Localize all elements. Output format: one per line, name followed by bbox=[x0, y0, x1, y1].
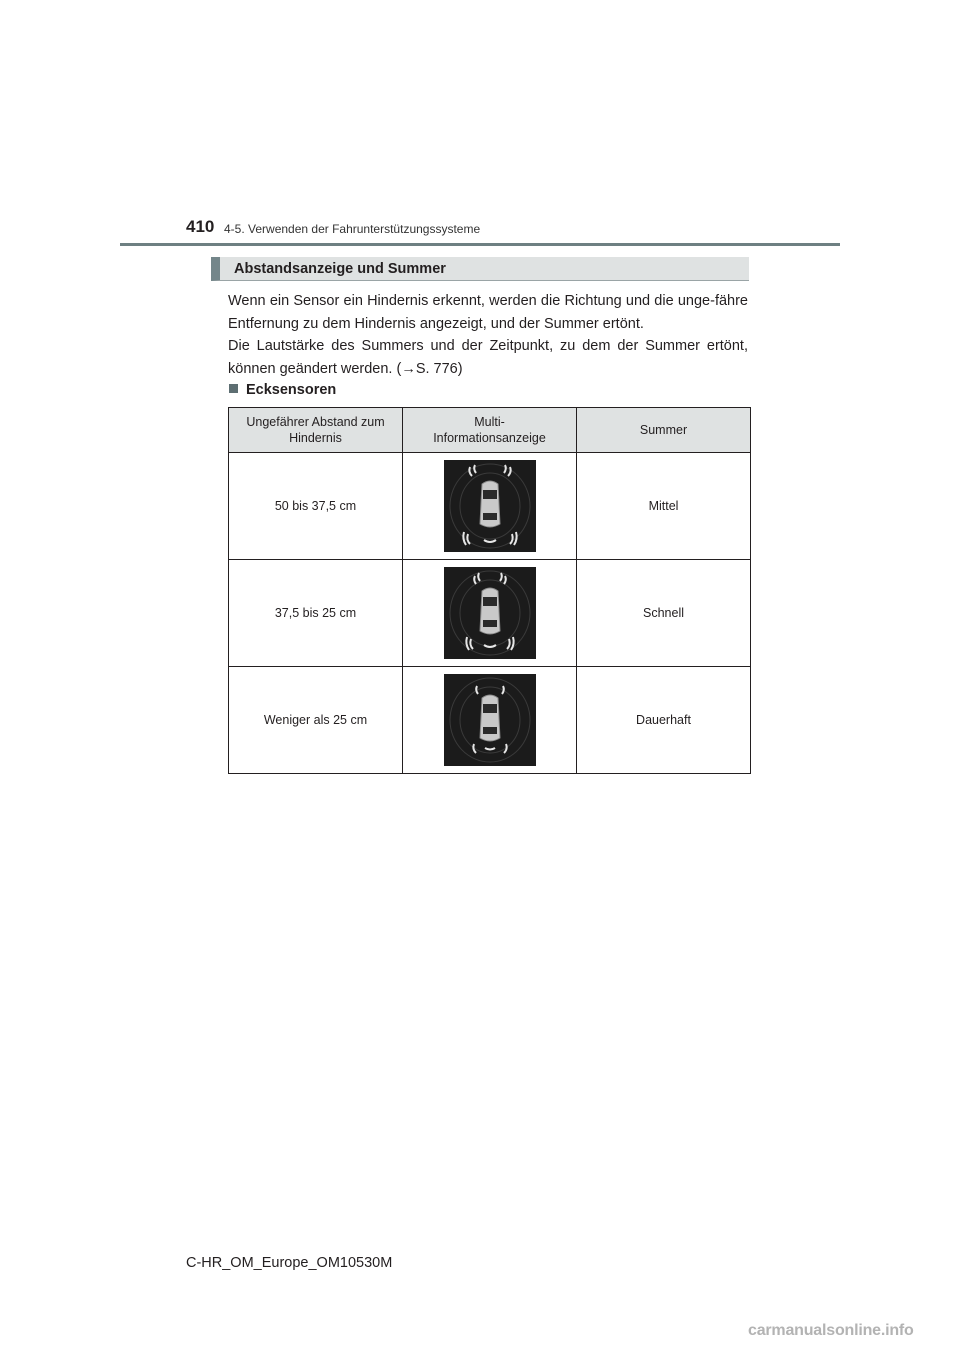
distance-cell: 50 bis 37,5 cm bbox=[229, 453, 403, 560]
table-row bbox=[229, 560, 751, 667]
paragraph-settings-text: Die Lautstärke des Summers und der Zeitpunkt, zu dem der Summer ertönt, können geändert werden. ( bbox=[228, 338, 748, 377]
distance-cell: 37,5 bis 25 cm bbox=[229, 560, 403, 667]
buzzer-cell: Mittel bbox=[577, 453, 751, 560]
section-header-bar bbox=[211, 257, 749, 281]
display-cell bbox=[403, 667, 577, 774]
car-sensor-display-icon bbox=[444, 674, 536, 766]
display-cell bbox=[403, 560, 577, 667]
page-reference: S. 776) bbox=[415, 361, 463, 377]
paragraph-settings bbox=[228, 335, 748, 381]
reference-arrow-icon: → bbox=[401, 361, 416, 377]
table-header-row bbox=[229, 408, 751, 453]
watermark: carmanualsonline.info bbox=[748, 1322, 914, 1339]
page-number: 410 bbox=[186, 217, 215, 236]
header-display-line2: Informationsanzeige bbox=[433, 431, 546, 445]
square-bullet-icon bbox=[229, 384, 238, 393]
header-distance-line1: Ungefährer Abstand zum bbox=[246, 415, 385, 429]
distance-cell: Weniger als 25 cm bbox=[229, 667, 403, 774]
car-sensor-display-icon bbox=[444, 567, 536, 659]
table-row bbox=[229, 667, 751, 774]
paragraph-intro: Wenn ein Sensor ein Hindernis erkennt, werden die Richtung und die unge-fähre Entfernung zu dem Hindernis angezeigt, und der Summer ertönt. bbox=[228, 293, 748, 332]
table-row bbox=[229, 453, 751, 560]
sensor-table bbox=[228, 407, 751, 774]
header-divider bbox=[120, 243, 840, 246]
display-cell bbox=[403, 453, 577, 560]
buzzer-cell: Schnell bbox=[577, 560, 751, 667]
subsection-title: Ecksensoren bbox=[246, 382, 337, 398]
section-title: Abstandsanzeige und Summer bbox=[234, 261, 446, 277]
header-display-line1: Multi- bbox=[474, 415, 505, 429]
buzzer-cell: Dauerhaft bbox=[577, 667, 751, 774]
header-buzzer: Summer bbox=[577, 408, 751, 453]
header-distance bbox=[229, 408, 403, 453]
header-distance-line2: Hindernis bbox=[289, 431, 342, 445]
document-code: C-HR_OM_Europe_OM10530M bbox=[186, 1255, 393, 1271]
car-sensor-display-icon bbox=[444, 460, 536, 552]
subsection-heading bbox=[229, 382, 336, 398]
chapter-title: 4-5. Verwenden der Fahrunterstützungssysteme bbox=[224, 222, 481, 236]
header-display bbox=[403, 408, 577, 453]
